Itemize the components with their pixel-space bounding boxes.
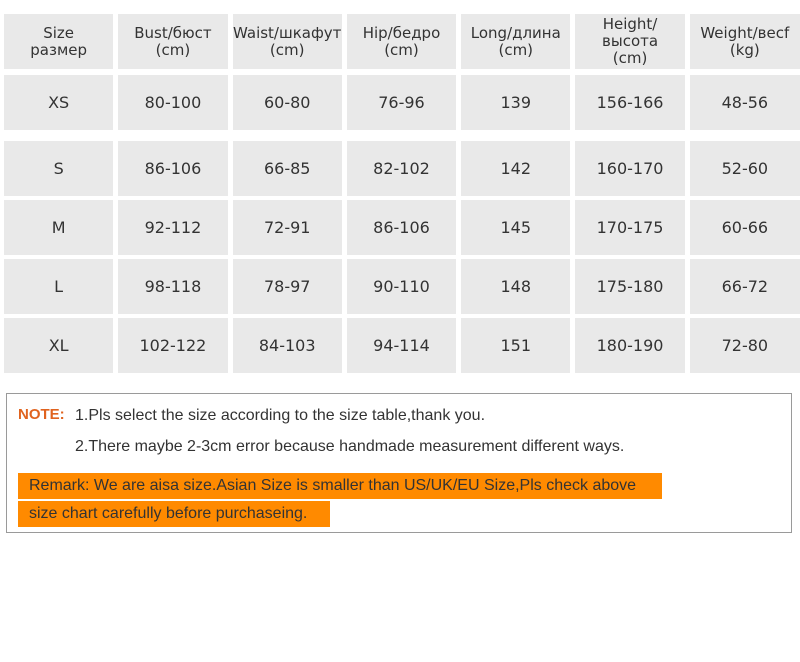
note-line-2: 2.There maybe 2-3cm error because handmade measurement different ways. xyxy=(75,438,625,455)
table-cell: 60-66 xyxy=(690,200,800,255)
table-cell: 92-112 xyxy=(118,200,227,255)
table-cell: 72-91 xyxy=(233,200,342,255)
header-cell-long xyxy=(461,14,570,69)
table-cell: 60-80 xyxy=(233,75,342,130)
header-unit: (cm) xyxy=(612,49,648,67)
table-cell-size: XS xyxy=(4,75,113,130)
header-cell-hip xyxy=(347,14,456,69)
table-cell: 66-72 xyxy=(690,259,800,314)
header-label: Size xyxy=(43,23,75,42)
header-cell-bust xyxy=(118,14,227,69)
notes-box xyxy=(6,393,792,533)
table-cell: 78-97 xyxy=(233,259,342,314)
header-unit: (cm) xyxy=(384,40,419,59)
header-label: Weight/весf xyxy=(700,23,790,42)
table-row xyxy=(4,141,800,196)
table-cell: 156-166 xyxy=(575,75,684,130)
table-cell: 170-175 xyxy=(575,200,684,255)
remark-line-2: size chart carefully before purchaseing. xyxy=(18,501,330,527)
table-cell: 86-106 xyxy=(118,141,227,196)
header-label: Bust/бюст xyxy=(134,23,212,42)
table-row xyxy=(4,200,800,255)
header-unit: (kg) xyxy=(729,40,760,59)
table-cell-size: XL xyxy=(4,318,113,373)
table-cell: 90-110 xyxy=(347,259,456,314)
header-unit: (cm) xyxy=(498,40,534,59)
table-cell: 139 xyxy=(461,75,570,130)
size-table xyxy=(4,14,800,373)
header-label: Height/высота xyxy=(602,15,659,50)
table-cell: 66-85 xyxy=(233,141,342,196)
table-cell: 86-106 xyxy=(347,200,456,255)
remark-line-1: Remark: We are aisa size.Asian Size is smaller than US/UK/EU Size,Pls check above xyxy=(18,473,662,499)
header-label: Hip/бедро xyxy=(362,23,441,42)
table-cell: 145 xyxy=(461,200,570,255)
table-row xyxy=(4,318,800,373)
table-cell: 160-170 xyxy=(575,141,684,196)
header-unit: размер xyxy=(30,40,88,59)
table-row xyxy=(4,259,800,314)
table-cell: 151 xyxy=(461,318,570,373)
table-cell: 80-100 xyxy=(118,75,227,130)
table-cell: 148 xyxy=(461,259,570,314)
header-cell-height xyxy=(575,14,684,69)
table-cell: 98-118 xyxy=(118,259,227,314)
table-cell-size: M xyxy=(4,200,113,255)
header-unit: (cm) xyxy=(155,40,191,59)
table-row xyxy=(4,75,800,130)
table-cell: 142 xyxy=(461,141,570,196)
table-cell: 175-180 xyxy=(575,259,684,314)
table-cell: 94-114 xyxy=(347,318,456,373)
table-cell: 180-190 xyxy=(575,318,684,373)
table-cell: 84-103 xyxy=(233,318,342,373)
header-unit: (cm) xyxy=(269,40,305,59)
table-cell: 72-80 xyxy=(690,318,800,373)
header-cell-weight xyxy=(690,14,800,69)
table-header-row xyxy=(4,14,800,69)
header-label: Long/длина xyxy=(470,23,561,42)
table-cell: 102-122 xyxy=(118,318,227,373)
table-cell-size: L xyxy=(4,259,113,314)
header-label: Waist/шкафут xyxy=(233,23,342,42)
table-cell: 82-102 xyxy=(347,141,456,196)
table-cell: 48-56 xyxy=(690,75,800,130)
note-line-1: 1.Pls select the size according to the size table,thank you. xyxy=(75,407,486,424)
header-cell-waist xyxy=(233,14,342,69)
table-cell-size: S xyxy=(4,141,113,196)
table-cell: 76-96 xyxy=(347,75,456,130)
note-label: NOTE: xyxy=(18,406,65,423)
table-cell: 52-60 xyxy=(690,141,800,196)
header-cell-size xyxy=(4,14,113,69)
